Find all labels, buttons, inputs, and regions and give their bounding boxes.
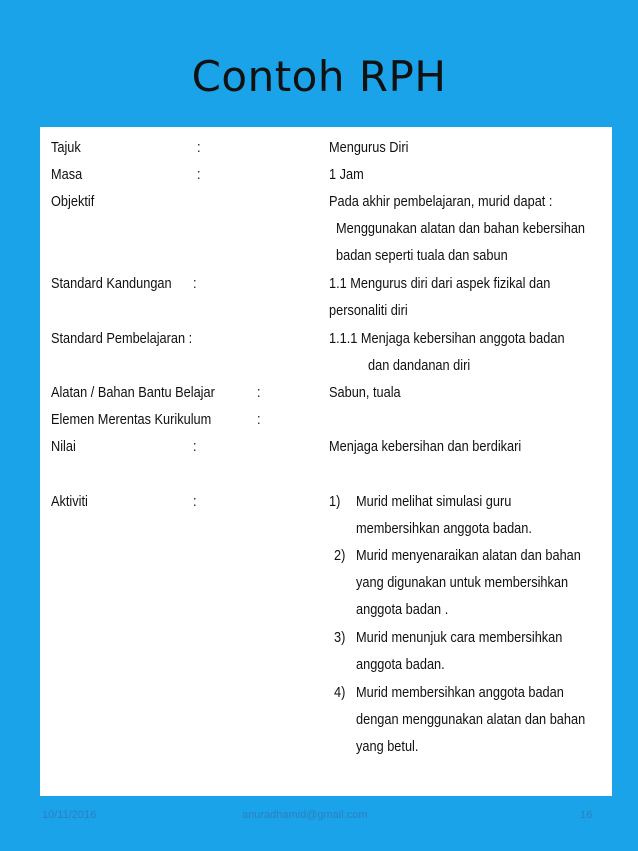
masa-label: Masa — [51, 167, 83, 183]
nilai-value: Menjaga kebersihan dan berdikari — [329, 439, 522, 455]
masa-value: 1 Jam — [329, 167, 364, 183]
objektif-line: badan seperti tuala dan sabun — [336, 248, 508, 264]
activity-number: 2) — [334, 548, 346, 564]
aktiviti-colon: : — [193, 494, 197, 510]
sk-colon: : — [193, 276, 197, 292]
footer-page-number: 16 — [580, 809, 593, 821]
slide-title: Contoh RPH — [191, 52, 447, 101]
activity-number: 4) — [334, 685, 346, 701]
emk-label: Elemen Merentas Kurikulum — [51, 412, 212, 428]
activity-line: dengan menggunakan alatan dan bahan — [356, 712, 586, 728]
sk-label: Standard Kandungan — [51, 276, 172, 292]
sp-line: 1.1.1 Menjaga kebersihan anggota badan — [329, 331, 565, 347]
sk-line: 1.1 Mengurus diri dari aspek fizikal dan — [329, 276, 551, 292]
activity-line: Murid melihat simulasi guru — [356, 494, 512, 510]
activity-line: anggota badan. — [356, 657, 445, 673]
nilai-label: Nilai — [51, 439, 76, 455]
rph-document — [40, 127, 612, 796]
nilai-colon: : — [193, 439, 197, 455]
activity-line: yang digunakan untuk membersihkan — [356, 575, 569, 591]
sp-label: Standard Pembelajaran : — [51, 331, 193, 347]
alatan-value: Sabun, tuala — [329, 385, 401, 401]
activity-number: 1) — [329, 494, 341, 510]
tajuk-colon: : — [197, 140, 201, 156]
masa-colon: : — [197, 167, 201, 183]
activity-line: Murid membersihkan anggota badan — [356, 685, 564, 701]
activity-line: Murid menunjuk cara membersihkan — [356, 630, 563, 646]
sp-line: dan dandanan diri — [368, 358, 471, 374]
alatan-label: Alatan / Bahan Bantu Belajar — [51, 385, 215, 401]
emk-colon: : — [257, 412, 261, 428]
sk-line: personaliti diri — [329, 303, 408, 319]
alatan-colon: : — [257, 385, 261, 401]
objektif-line: Menggunakan alatan dan bahan kebersihan — [336, 221, 586, 237]
activity-line: Murid menyenaraikan alatan dan bahan — [356, 548, 581, 564]
activity-line: membersihkan anggota badan. — [356, 521, 532, 537]
aktiviti-label: Aktiviti — [51, 494, 88, 510]
objektif-intro: Pada akhir pembelajaran, murid dapat : — [329, 194, 553, 210]
activity-line: yang betul. — [356, 739, 419, 755]
activity-line: anggota badan . — [356, 602, 449, 618]
objektif-label: Objektif — [51, 194, 95, 210]
tajuk-label: Tajuk — [51, 140, 81, 156]
activity-number: 3) — [334, 630, 346, 646]
footer-email: anuradhamid@gmail.com — [242, 809, 368, 821]
footer-date: 10/11/2016 — [42, 809, 97, 821]
tajuk-value: Mengurus Diri — [329, 140, 409, 156]
